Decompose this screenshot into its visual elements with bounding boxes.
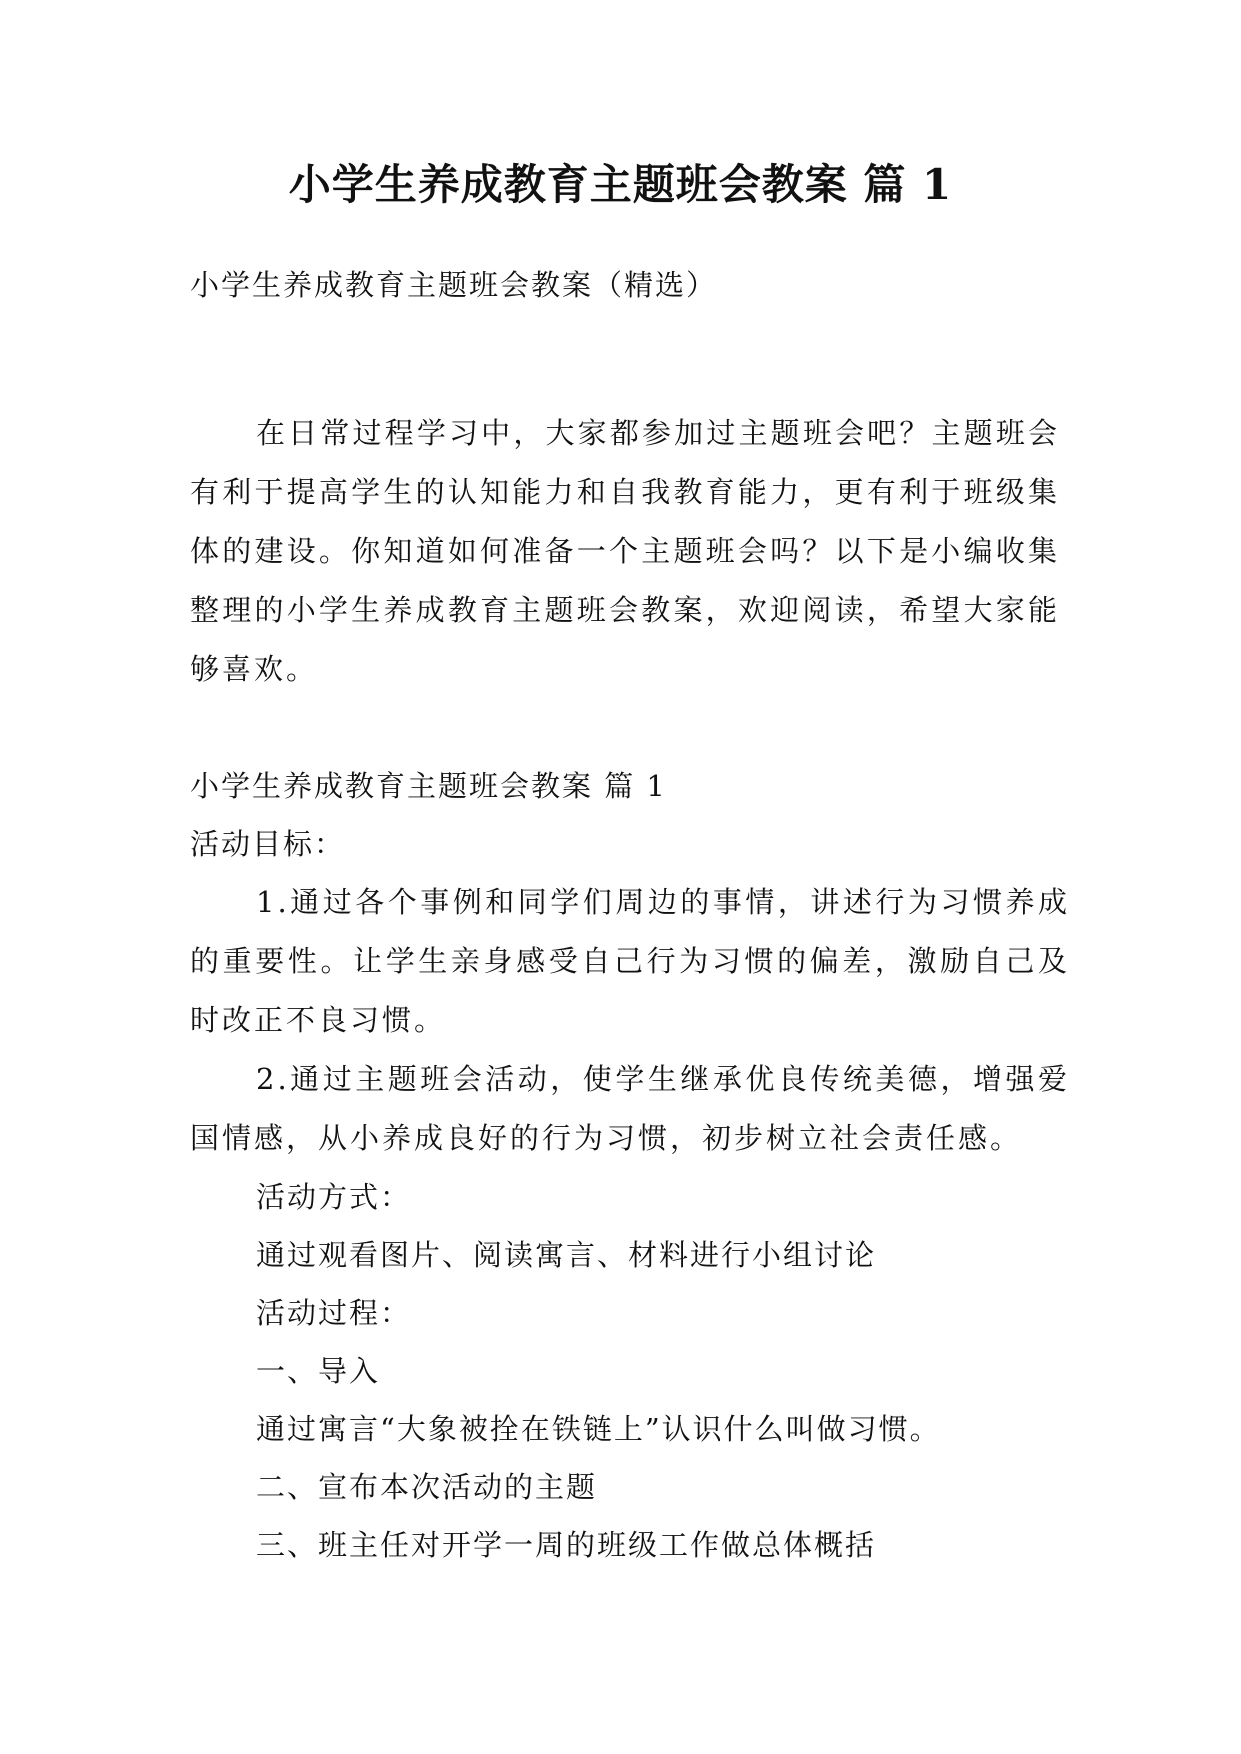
method-label: 活动方式：: [256, 1180, 412, 1214]
lesson-plan-body: [190, 757, 1070, 1574]
intro-paragraph: 在日常过程学习中，大家都参加过主题班会吧？主题班会有利于提高学生的认知能力和自我教育能力，更有利于班级集体的建设。你知道如何准备一个主题班会吗？以下是小编收集整理的小学生养成教育主题班会教案，欢迎阅读，希望大家能够喜欢。: [190, 416, 1060, 686]
process-step-1: 一、导入: [256, 1354, 381, 1388]
goal-item-1: 1.通过各个事例和同学们周边的事情，讲述行为习惯养成的重要性。让学生亲身感受自己行为习惯的偏差，激励自己及时改正不良习惯。: [190, 885, 1070, 1037]
process-step-3: 三、班主任对开学一周的班级工作做总体概括: [256, 1528, 877, 1562]
document-subtitle: 小学生养成教育主题班会教案（精选）: [190, 268, 718, 302]
goals-label: 活动目标：: [190, 827, 346, 861]
process-label: 活动过程：: [256, 1296, 412, 1330]
document-title: 小学生养成教育主题班会教案 篇 1: [288, 160, 953, 209]
process-step-1-text: 通过寓言“大象被拴在铁链上”认识什么叫做习惯。: [256, 1412, 941, 1446]
process-step-2: 二、宣布本次活动的主题: [256, 1470, 598, 1504]
method-text: 通过观看图片、阅读寓言、材料进行小组讨论: [256, 1238, 877, 1272]
section-heading: 小学生养成教育主题班会教案 篇 1: [190, 769, 667, 803]
goal-item-2: 2.通过主题班会活动，使学生继承优良传统美德，增强爱国情感，从小养成良好的行为习惯，初步树立社会责任感。: [190, 1062, 1070, 1155]
